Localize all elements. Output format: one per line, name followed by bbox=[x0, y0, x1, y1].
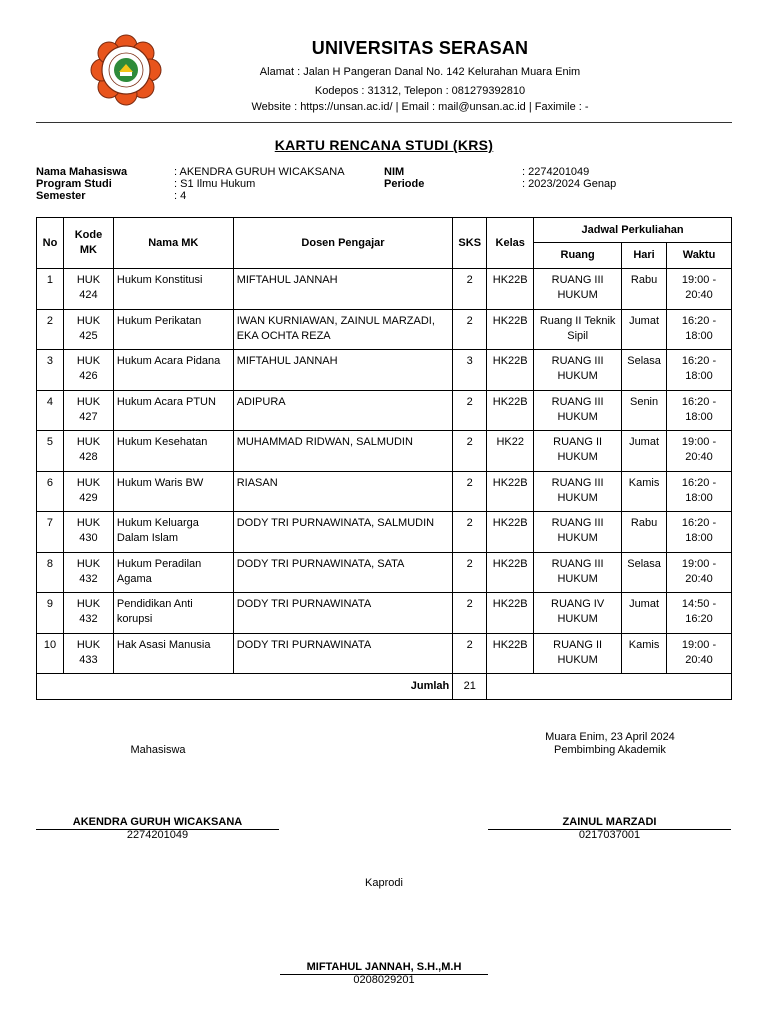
cell-kelas: HK22B bbox=[487, 512, 534, 553]
advisor-role: Pembimbing Akademik bbox=[554, 744, 666, 756]
cell-kode: HUK 425 bbox=[63, 309, 113, 350]
cell-ruang: RUANG III HUKUM bbox=[534, 552, 622, 593]
cell-no: 4 bbox=[37, 390, 64, 431]
cell-hari: Selasa bbox=[622, 552, 667, 593]
cell-sks: 3 bbox=[453, 350, 487, 391]
cell-kelas: HK22B bbox=[487, 350, 534, 391]
university-name: UNIVERSITAS SERASAN bbox=[311, 38, 529, 58]
cell-dosen: MIFTAHUL JANNAH bbox=[233, 269, 453, 310]
cell-kelas: HK22B bbox=[487, 593, 534, 634]
program-value: : S1 Ilmu Hukum bbox=[174, 178, 256, 190]
student-sign-name: AKENDRA GURUH WICAKSANA bbox=[72, 816, 243, 828]
cell-no: 7 bbox=[37, 512, 64, 553]
cell-sks: 2 bbox=[453, 431, 487, 472]
cell-kode: HUK 427 bbox=[63, 390, 113, 431]
student-name-label: Nama Mahasiswa bbox=[36, 166, 128, 178]
cell-ruang: RUANG III HUKUM bbox=[534, 350, 622, 391]
cell-kode: HUK 432 bbox=[63, 593, 113, 634]
cell-nama: Hukum Konstitusi bbox=[113, 269, 233, 310]
cell-kode: HUK 429 bbox=[63, 471, 113, 512]
cell-no: 2 bbox=[37, 309, 64, 350]
cell-kode: HUK 428 bbox=[63, 431, 113, 472]
cell-no: 10 bbox=[37, 633, 64, 674]
cell-dosen: DODY TRI PURNAWINATA, SALMUDIN bbox=[233, 512, 453, 553]
table-row bbox=[37, 633, 732, 674]
university-contact: Kodepos : 31312, Telepon : 081279392810 bbox=[314, 85, 526, 97]
header-sks: SKS bbox=[453, 218, 487, 269]
cell-sks: 2 bbox=[453, 512, 487, 553]
cell-kelas: HK22B bbox=[487, 552, 534, 593]
head-sign-name: MIFTAHUL JANNAH, S.H.,M.H bbox=[306, 961, 462, 973]
cell-kode: HUK 426 bbox=[63, 350, 113, 391]
cell-ruang: RUANG III HUKUM bbox=[534, 512, 622, 553]
cell-nama: Hukum Waris BW bbox=[113, 471, 233, 512]
cell-dosen: DODY TRI PURNAWINATA bbox=[233, 633, 453, 674]
cell-kelas: HK22B bbox=[487, 309, 534, 350]
cell-waktu: 16:20 - 18:00 bbox=[667, 350, 732, 391]
program-label: Program Studi bbox=[36, 178, 112, 190]
cell-hari: Kamis bbox=[622, 633, 667, 674]
cell-waktu: 16:20 - 18:00 bbox=[667, 512, 732, 553]
table-row bbox=[37, 471, 732, 512]
semester-value: : 4 bbox=[174, 190, 187, 202]
cell-ruang: RUANG II HUKUM bbox=[534, 633, 622, 674]
total-empty-cell bbox=[487, 674, 732, 700]
student-name: : AKENDRA GURUH WICAKSANA bbox=[174, 166, 345, 178]
cell-ruang: RUANG III HUKUM bbox=[534, 471, 622, 512]
table-row bbox=[37, 269, 732, 310]
cell-nama: Hukum Acara PTUN bbox=[113, 390, 233, 431]
cell-hari: Kamis bbox=[622, 471, 667, 512]
header-hari: Hari bbox=[622, 243, 667, 269]
header-nama: Nama MK bbox=[113, 218, 233, 269]
cell-waktu: 16:20 - 18:00 bbox=[667, 309, 732, 350]
cell-sks: 2 bbox=[453, 390, 487, 431]
cell-no: 6 bbox=[37, 471, 64, 512]
cell-nama: Hukum Acara Pidana bbox=[113, 350, 233, 391]
cell-sks: 2 bbox=[453, 309, 487, 350]
cell-no: 9 bbox=[37, 593, 64, 634]
table-row bbox=[37, 552, 732, 593]
cell-nama: Hukum Perikatan bbox=[113, 309, 233, 350]
cell-kelas: HK22B bbox=[487, 390, 534, 431]
cell-waktu: 19:00 - 20:40 bbox=[667, 633, 732, 674]
cell-kode: HUK 432 bbox=[63, 552, 113, 593]
krs-table-body bbox=[37, 269, 732, 674]
cell-dosen: RIASAN bbox=[233, 471, 453, 512]
cell-hari: Jumat bbox=[622, 431, 667, 472]
cell-waktu: 19:00 - 20:40 bbox=[667, 431, 732, 472]
cell-sks: 2 bbox=[453, 552, 487, 593]
head-role: Kaprodi bbox=[365, 877, 403, 889]
cell-no: 1 bbox=[37, 269, 64, 310]
semester-label: Semester bbox=[36, 190, 86, 202]
cell-hari: Senin bbox=[622, 390, 667, 431]
cell-ruang: RUANG II HUKUM bbox=[534, 431, 622, 472]
cell-sks: 2 bbox=[453, 269, 487, 310]
cell-hari: Rabu bbox=[622, 512, 667, 553]
table-row bbox=[37, 512, 732, 553]
cell-hari: Selasa bbox=[622, 350, 667, 391]
cell-dosen: ADIPURA bbox=[233, 390, 453, 431]
table-row bbox=[37, 390, 732, 431]
nim-label: NIM bbox=[384, 166, 405, 178]
header-ruang: Ruang bbox=[534, 243, 622, 269]
table-row bbox=[37, 309, 732, 350]
cell-dosen: MIFTAHUL JANNAH bbox=[233, 350, 453, 391]
cell-ruang: RUANG IV HUKUM bbox=[534, 593, 622, 634]
cell-hari: Jumat bbox=[622, 309, 667, 350]
cell-nama: Hak Asasi Manusia bbox=[113, 633, 233, 674]
cell-dosen: IWAN KURNIAWAN, ZAINUL MARZADI, EKA OCHTA REZA bbox=[233, 309, 453, 350]
cell-nama: Hukum Kesehatan bbox=[113, 431, 233, 472]
total-label: Jumlah bbox=[37, 674, 453, 700]
nim-value: : 2274201049 bbox=[522, 166, 590, 178]
cell-dosen: DODY TRI PURNAWINATA, SATA bbox=[233, 552, 453, 593]
advisor-sign-name: ZAINUL MARZADI bbox=[562, 816, 657, 828]
cell-waktu: 16:20 - 18:00 bbox=[667, 390, 732, 431]
cell-kode: HUK 424 bbox=[63, 269, 113, 310]
cell-sks: 2 bbox=[453, 633, 487, 674]
cell-dosen: DODY TRI PURNAWINATA bbox=[233, 593, 453, 634]
cell-dosen: MUHAMMAD RIDWAN, SALMUDIN bbox=[233, 431, 453, 472]
table-row bbox=[37, 350, 732, 391]
head-sign-id: 0208029201 bbox=[353, 974, 415, 986]
header-divider bbox=[36, 122, 732, 123]
cell-kelas: HK22B bbox=[487, 471, 534, 512]
krs-table bbox=[36, 217, 732, 700]
table-row bbox=[37, 593, 732, 634]
advisor-sign-id: 0217037001 bbox=[578, 829, 641, 841]
university-web: Website : https://unsan.ac.id/ | Email : mail@unsan.ac.id | Faximile : - bbox=[251, 101, 589, 113]
student-sign-id: 2274201049 bbox=[126, 829, 189, 841]
place-date: Muara Enim, 23 April 2024 bbox=[545, 731, 675, 743]
table-row bbox=[37, 431, 732, 472]
header-dosen: Dosen Pengajar bbox=[233, 218, 453, 269]
cell-ruang: RUANG III HUKUM bbox=[534, 390, 622, 431]
header-kode: Kode MK bbox=[63, 218, 113, 269]
student-role: Mahasiswa bbox=[130, 744, 186, 756]
document-title: KARTU RENCANA STUDI (KRS) bbox=[274, 137, 494, 153]
cell-waktu: 14:50 - 16:20 bbox=[667, 593, 732, 634]
cell-waktu: 16:20 - 18:00 bbox=[667, 471, 732, 512]
cell-nama: Hukum Keluarga Dalam Islam bbox=[113, 512, 233, 553]
header-kelas: Kelas bbox=[487, 218, 534, 269]
cell-ruang: RUANG III HUKUM bbox=[534, 269, 622, 310]
university-address: Alamat : Jalan H Pangeran Danal No. 142 Kelurahan Muara Enim bbox=[259, 66, 581, 78]
period-label: Periode bbox=[384, 178, 425, 190]
cell-no: 5 bbox=[37, 431, 64, 472]
cell-kode: HUK 430 bbox=[63, 512, 113, 553]
cell-waktu: 19:00 - 20:40 bbox=[667, 269, 732, 310]
cell-nama: Pendidikan Anti korupsi bbox=[113, 593, 233, 634]
cell-ruang: Ruang II Teknik Sipil bbox=[534, 309, 622, 350]
cell-kelas: HK22 bbox=[487, 431, 534, 472]
cell-sks: 2 bbox=[453, 471, 487, 512]
header-waktu: Waktu bbox=[667, 243, 732, 269]
header-no: No bbox=[37, 218, 64, 269]
cell-no: 3 bbox=[37, 350, 64, 391]
total-sks: 21 bbox=[453, 674, 487, 700]
period-value: : 2023/2024 Genap bbox=[522, 178, 617, 190]
cell-hari: Jumat bbox=[622, 593, 667, 634]
cell-kode: HUK 433 bbox=[63, 633, 113, 674]
header-jadwal: Jadwal Perkuliahan bbox=[534, 218, 732, 243]
cell-no: 8 bbox=[37, 552, 64, 593]
cell-waktu: 19:00 - 20:40 bbox=[667, 552, 732, 593]
cell-kelas: HK22B bbox=[487, 633, 534, 674]
cell-hari: Rabu bbox=[622, 269, 667, 310]
cell-sks: 2 bbox=[453, 593, 487, 634]
cell-nama: Hukum Peradilan Agama bbox=[113, 552, 233, 593]
cell-kelas: HK22B bbox=[487, 269, 534, 310]
